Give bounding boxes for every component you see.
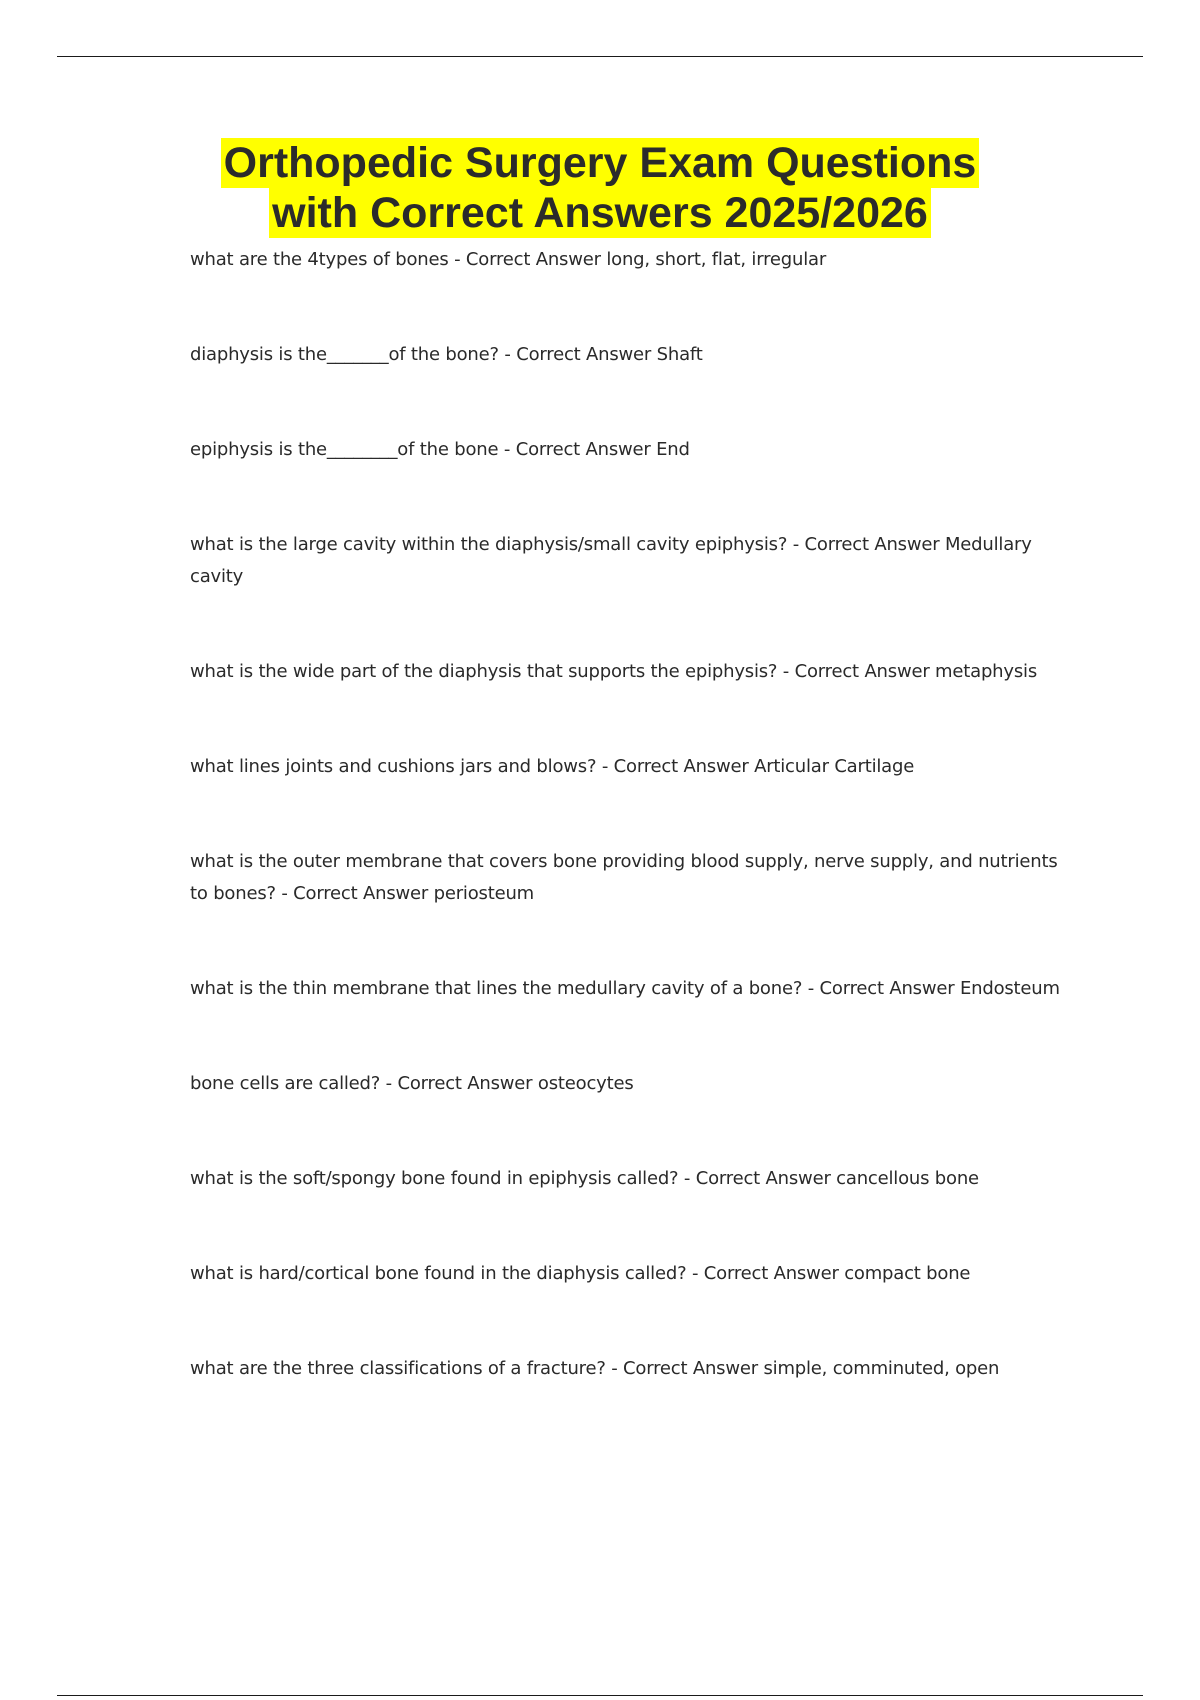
qa-item: what lines joints and cushions jars and blows? - Correct Answer Articular Cartilage <box>190 756 915 777</box>
qa-item: what is hard/cortical bone found in the diaphysis called? - Correct Answer compact bone <box>190 1263 971 1284</box>
qa-item: epiphysis is the________of the bone - Correct Answer End <box>190 439 690 460</box>
qa-item: what is the outer membrane that covers bone providing blood supply, nerve supply, and nutrients to bones? - Correct Answer periosteum <box>190 851 1058 904</box>
qa-item: what is the wide part of the diaphysis that supports the epiphysis? - Correct Answer metaphysis <box>190 661 1037 682</box>
qa-item: what is the large cavity within the diaphysis/small cavity epiphysis? - Correct Answer Medullary cavity <box>190 534 1032 587</box>
qa-item: what is the soft/spongy bone found in epiphysis called? - Correct Answer cancellous bone <box>190 1168 979 1189</box>
title-line-2: with Correct Answers 2025/2026 <box>269 188 931 238</box>
qa-item: what are the 4types of bones - Correct Answer long, short, flat, irregular <box>190 249 827 270</box>
qa-item: diaphysis is the_______of the bone? - Correct Answer Shaft <box>190 344 703 365</box>
top-rule <box>57 56 1143 57</box>
qa-item: bone cells are called? - Correct Answer osteocytes <box>190 1073 634 1094</box>
qa-list <box>190 244 1070 1448</box>
qa-item: what are the three classifications of a fracture? - Correct Answer simple, comminuted, open <box>190 1358 1000 1379</box>
qa-item: what is the thin membrane that lines the medullary cavity of a bone? - Correct Answer Endosteum <box>190 978 1060 999</box>
document-title <box>0 138 1200 238</box>
title-line-1: Orthopedic Surgery Exam Questions <box>221 138 980 188</box>
bottom-rule <box>57 1695 1143 1696</box>
